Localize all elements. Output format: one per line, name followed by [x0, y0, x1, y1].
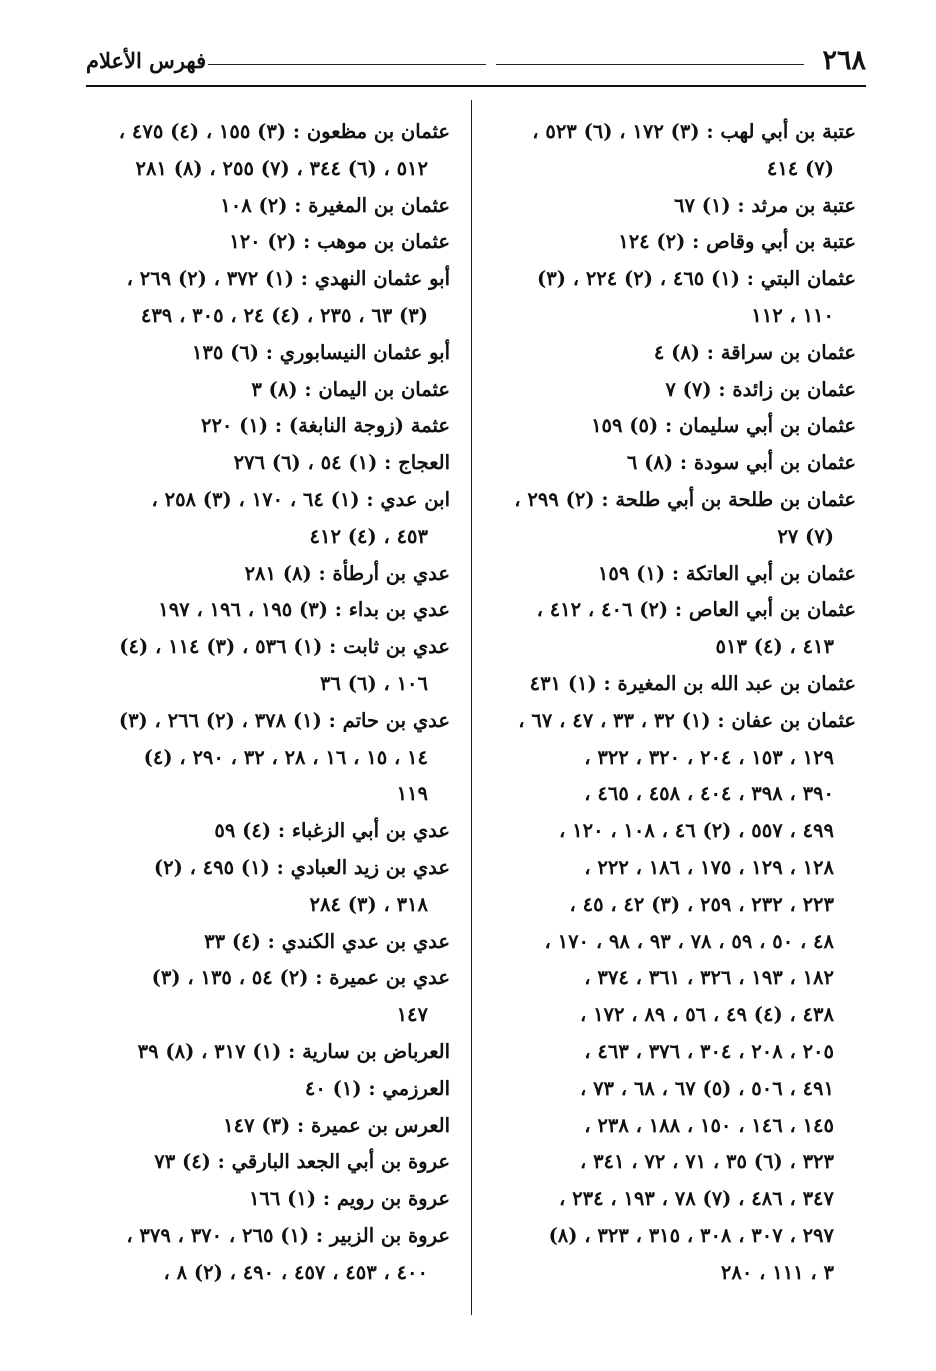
index-entry — [88, 114, 450, 188]
entry-line: عدي بن أبي الزغباء : (٤) ٥٩ — [214, 819, 450, 843]
entry-line: عتبة بن أبي وقاص : (٢) ١٢٤ — [618, 230, 856, 254]
entry-line: عتبة بن أبي لهب : (٣) ١٧٢ ، (٦) ٥٢٣ ، — [532, 120, 856, 143]
entry-line: عثمان بن المغيرة : (٢) ١٠٨ — [220, 193, 450, 217]
index-entry — [88, 703, 450, 813]
entry-line: عدي بن عدي الكندي : (٤) ٣٣ — [204, 929, 450, 953]
index-entry — [88, 1108, 450, 1145]
index-entry — [88, 445, 450, 482]
entry-continuation-line: ١٢٩ ، ١٥٣ ، ٢٠٤ ، ٣٢٠ ، ٣٢٢ ، — [584, 745, 834, 769]
index-entry — [88, 1181, 450, 1218]
entry-line: عدي بن بداء : (٣) ١٩٥ ، ١٩٦ ، ١٩٧ — [158, 598, 450, 622]
index-entry — [494, 556, 856, 593]
index-entry — [88, 335, 450, 372]
entry-line: عثمان بن اليمان : (٨) ٣ — [251, 377, 450, 401]
entry-line: عدي بن أرطأة : (٨) ٢٨١ — [244, 561, 450, 585]
entry-line: أبو عثمان النيسابوري : (٦) ١٣٥ — [191, 340, 450, 364]
index-entry — [494, 592, 856, 666]
entry-continuation-line: ٤٥٣ ، (٤) ٤١٢ — [309, 524, 428, 548]
entry-line: عثمان بن أبي العاتكة : (١) ١٥٩ — [597, 561, 856, 585]
header-rule — [86, 85, 866, 87]
entry-line: عثمان بن عبد الله بن المغيرة : (١) ٤٣١ — [529, 671, 856, 695]
entry-line: عثمة (زوجة النابغة) : (١) ٢٢٠ — [200, 414, 450, 438]
index-entry — [88, 960, 450, 1034]
entry-continuation-line: ١٤٥ ، ١٤٦ ، ١٥٠ ، ١٨٨ ، ٢٣٨ ، — [584, 1113, 834, 1137]
index-entry — [88, 1144, 450, 1181]
entry-continuation-line: ٥١٢ ، (٦) ٣٤٤ ، (٧) ٢٥٥ ، (٨) ٢٨١ — [135, 156, 428, 180]
entry-line: عثمان بن عفان : (١) ٣٢ ، ٣٣ ، ٤٧ ، ٦٧ ، — [518, 708, 856, 732]
entry-continuation-line: ١٤٧ — [396, 1003, 428, 1027]
entry-line: عثمان بن أبي سليمان : (٥) ١٥٩ — [591, 414, 856, 438]
entry-continuation-line: ١٢٨ ، ١٢٩ ، ١٧٥ ، ١٨٦ ، ٢٢٢ ، — [584, 855, 834, 879]
entry-line: العجاج : (١) ٥٤ ، (٦) ٢٧٦ — [233, 451, 450, 475]
entry-line: عثمان بن سراقة : (٨) ٤ — [653, 340, 856, 364]
entry-line: عدي بن حاتم : (١) ٣٧٨ ، (٢) ٢٦٦ ، (٣) — [118, 708, 450, 732]
entry-line: عثمان بن أبي العاص : (٢) ٤٠٦ ، ٤١٢ ، — [536, 598, 856, 622]
entry-continuation-line: ٣ ، ١١١ ، ٢٨٠ — [720, 1260, 834, 1284]
entry-continuation-line: ١٠٦ ، (٦) ٣٦ — [320, 671, 428, 695]
index-entry — [494, 335, 856, 372]
index-entry — [88, 629, 450, 703]
running-title: فهرس الأعلام — [86, 48, 207, 73]
entry-continuation-line: ٤٨ ، ٥٠ ، ٥٩ ، ٧٨ ، ٩٣ ، ٩٨ ، ١٧٠ ، — [544, 929, 834, 953]
index-entry — [88, 850, 450, 924]
entry-continuation-line: (٣) ٦٣ ، ٢٣٥ ، (٤) ٢٤ ، ٣٠٥ ، ٤٣٩ — [140, 303, 428, 327]
entry-continuation-line: ٢٢٣ ، ٢٣٢ ، ٢٥٩ ، (٣) ٤٢ ، ٤٥ ، — [569, 892, 834, 916]
entry-line: ابن عدي : (١) ٦٤ ، ١٧٠ ، (٣) ٢٥٨ ، — [151, 487, 450, 511]
entry-line: عدي بن ثابت : (١) ٥٣٦ ، (٣) ١١٤ ، (٤) — [119, 635, 450, 659]
entry-line: عثمان بن طلحة بن أبي طلحة : (٢) ٢٩٩ ، — [514, 487, 856, 511]
entry-line: عدي بن عميرة : (٢) ٥٤ ، ١٣٥ ، (٣) — [151, 966, 450, 990]
entry-continuation-line: ٣٤٧ ، ٤٨٦ ، (٧) ٧٨ ، ١٩٣ ، ٢٣٤ ، — [559, 1187, 834, 1211]
entry-continuation-line: ٣٩٠ ، ٣٩٨ ، ٤٠٤ ، ٤٥٨ ، ٤٦٥ ، — [584, 782, 834, 806]
entry-continuation-line: ٤٣٨ ، (٤) ٤٩ ، ٥٦ ، ٨٩ ، ١٧٢ ، — [579, 1003, 834, 1027]
entry-line: العرس بن عميرة : (٣) ١٤٧ — [223, 1113, 450, 1137]
entry-continuation-line: ٣٢٣ ، (٦) ٣٥ ، ٧١ ، ٧٢ ، ٣٤١ ، — [579, 1150, 834, 1174]
index-entry — [494, 408, 856, 445]
index-column-right — [494, 114, 856, 1292]
entry-continuation-line: ٤٩١ ، ٥٠٦ ، (٥) ٦٧ ، ٦٨ ، ٧٣ ، — [579, 1076, 834, 1100]
entry-continuation-line: ١١٩ — [396, 782, 428, 806]
index-entry — [494, 114, 856, 188]
index-entry — [494, 445, 856, 482]
index-entry — [494, 372, 856, 409]
page-number: ٢٦٨ — [822, 45, 866, 76]
entry-line: العرزمي : (١) ٤٠ — [304, 1076, 450, 1100]
entry-continuation-line: (٧) ٢٧ — [777, 524, 834, 548]
index-entry — [88, 1071, 450, 1108]
entry-line: عثمان بن زائدة : (٧) ٧ — [665, 377, 856, 401]
entry-continuation-line: ٤٠٠ ، ٤٥٣ ، ٤٥٧ ، ٤٩٠ ، (٢) ٨ ، — [163, 1260, 428, 1284]
entry-continuation-line: ٣١٨ ، (٣) ٢٨٤ — [309, 892, 428, 916]
entry-line: عثمان بن موهب : (٢) ١٢٠ — [229, 230, 450, 254]
index-entry — [88, 924, 450, 961]
entry-line: عثمان بن مظعون : (٣) ١٥٥ ، (٤) ٤٧٥ ، — [118, 120, 450, 143]
entry-continuation-line: ١٤ ، ١٥ ، ١٦ ، ٢٨ ، ٣٢ ، ٢٩٠ ، (٤) — [143, 745, 428, 769]
entry-continuation-line: ٤١٣ ، (٤) ٥١٣ — [715, 635, 834, 659]
entry-line: عروة بن أبي الجعد البارقي : (٤) ٧٣ — [154, 1150, 450, 1174]
entry-line: عتبة بن مرثد : (١) ٦٧ — [673, 193, 856, 217]
index-entry — [88, 224, 450, 261]
index-entry — [88, 1218, 450, 1292]
entry-line: عروة بن الزبير : (١) ٢٦٥ ، ٣٧٠ ، ٣٧٩ ، — [126, 1223, 450, 1247]
index-entry — [494, 224, 856, 261]
entry-line: أبو عثمان النهدي : (١) ٣٧٢ ، (٢) ٢٦٩ ، — [126, 267, 450, 291]
index-entry — [494, 666, 856, 703]
index-entry — [494, 482, 856, 556]
index-entry — [494, 703, 856, 1292]
entry-line: عثمان بن أبي سودة : (٨) ٦ — [626, 451, 856, 475]
index-entry — [88, 261, 450, 335]
column-divider — [471, 100, 472, 1315]
index-column-left — [88, 114, 450, 1292]
index-entry — [88, 188, 450, 225]
index-entry — [88, 592, 450, 629]
entry-continuation-line: ١٨٢ ، ١٩٣ ، ٣٢٦ ، ٣٦١ ، ٣٧٤ ، — [584, 966, 834, 990]
index-entry — [88, 372, 450, 409]
entry-continuation-line: (٧) ٤١٤ — [766, 156, 834, 180]
index-entry — [88, 813, 450, 850]
index-entry — [88, 482, 450, 556]
entry-line: عثمان البتي : (١) ٤٦٥ ، (٢) ٢٢٤ ، (٣) — [536, 267, 856, 291]
entry-continuation-line: ٤٩٩ ، ٥٥٧ ، (٢) ٤٦ ، ١٠٨ ، ١٢٠ ، — [559, 819, 834, 843]
index-entry — [88, 1034, 450, 1071]
index-entry — [88, 556, 450, 593]
entry-continuation-line: ١١٠ ، ١١٢ — [751, 303, 834, 327]
index-entry — [494, 261, 856, 335]
entry-continuation-line: ٢٠٥ ، ٢٠٨ ، ٣٠٤ ، ٣٧٦ ، ٤٦٣ ، — [584, 1039, 834, 1063]
entry-continuation-line: ٢٩٧ ، ٣٠٧ ، ٣٠٨ ، ٣١٥ ، ٣٢٣ ، (٨) — [548, 1223, 834, 1247]
index-entry — [88, 408, 450, 445]
entry-line: عدي بن زيد العبادي : (١) ٤٩٥ ، (٢) — [153, 855, 450, 879]
entry-line: عروة بن رويم : (١) ١٦٦ — [248, 1187, 450, 1211]
header-dash-left — [208, 64, 486, 65]
header-dash-right — [496, 64, 804, 65]
entry-line: العرباض بن سارية : (١) ٣١٧ ، (٨) ٣٩ — [137, 1039, 450, 1063]
index-entry — [494, 188, 856, 225]
page-header — [86, 40, 866, 82]
